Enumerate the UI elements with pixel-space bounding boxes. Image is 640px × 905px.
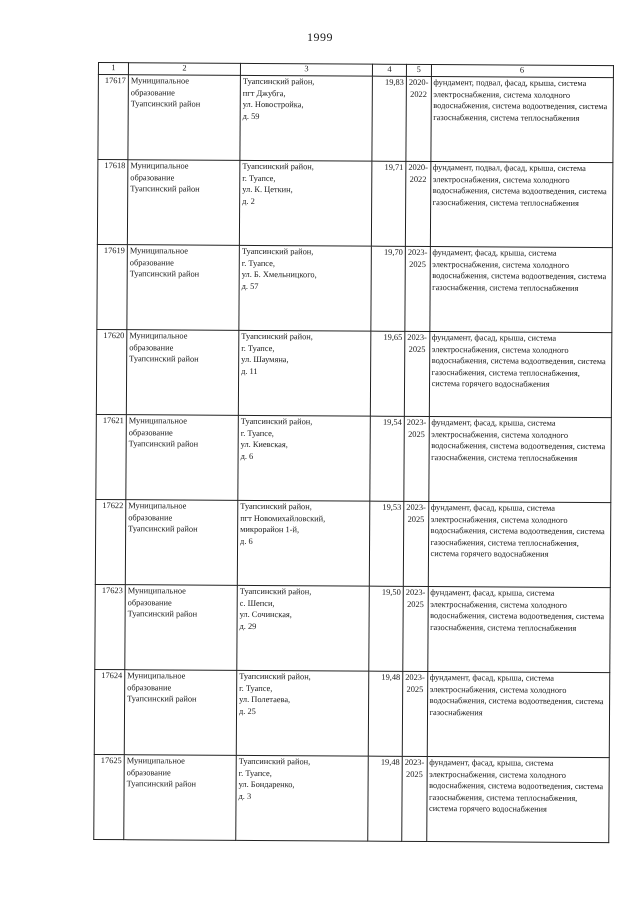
row-number: 17622 (95, 499, 126, 584)
works-cell: фундамент, фасад, крыша, система электроснабжения, система холодного водоснабжения, система водоотведения, система газоснабжения, система теплоснабжения, система горячего водоснабжения (428, 502, 611, 588)
period-start: 2023- (407, 247, 428, 258)
period-cell (404, 331, 429, 416)
address-line: д. 59 (242, 111, 260, 121)
owner-line: Муниципальное (129, 331, 188, 341)
registry-table (93, 62, 613, 843)
address-line: ул. К. Цеткин, (242, 185, 293, 195)
owner-cell (126, 415, 239, 501)
address-line: ул. Полетаева, (239, 695, 291, 705)
period-start: 2023- (407, 332, 427, 343)
address-line: д. 6 (240, 536, 253, 546)
table-row (94, 754, 609, 842)
owner-line: Туапсинский район (129, 354, 199, 364)
works-cell: фундамент, фасад, крыша, система электроснабжения, система холодного водоснабжения, система водоотведения, система газоснабжения, система теплоснабжения (427, 587, 610, 673)
works-cell: фундамент, подвал, фасад, крыша, система электроснабжения, система холодного водоснабжения, система водоотведения, система газоснабжения, система теплоснабжения (430, 77, 613, 163)
address-cell (236, 670, 369, 756)
period-cell (402, 671, 427, 756)
header-col-2: 2 (128, 63, 240, 76)
table-row (95, 499, 610, 587)
address-cell (239, 160, 372, 246)
owner-line: Муниципальное (129, 246, 188, 256)
area-cell: 19,50 (369, 586, 404, 671)
area-cell: 19,65 (370, 331, 405, 416)
owner-line: образование (129, 257, 174, 268)
row-number: 17623 (95, 584, 126, 669)
owner-line: Муниципальное (128, 501, 187, 511)
address-line: г. Туапсе, (241, 258, 275, 268)
address-line: д. 11 (241, 366, 258, 376)
works-cell: фундамент, фасад, крыша, система электроснабжения, система холодного водоснабжения, система водоотведения, система газоснабжения, система теплоснабжения (428, 417, 611, 503)
address-line: д. 3 (238, 791, 252, 801)
address-cell (238, 330, 371, 416)
area-cell: 19,54 (370, 416, 405, 501)
owner-line: образование (130, 87, 175, 98)
address-cell (240, 75, 373, 161)
period-start: 2023- (406, 502, 426, 513)
address-line: д. 2 (242, 196, 255, 206)
owner-line: образование (128, 512, 173, 523)
owner-line: образование (127, 597, 172, 608)
owner-cell (125, 500, 238, 586)
period-end: 2025 (406, 684, 424, 694)
period-cell (404, 416, 429, 501)
owner-line: Туапсинский район (127, 694, 197, 704)
owner-line: Туапсинский район (129, 269, 200, 279)
works-cell: фундамент, фасад, крыша, система электроснабжения, система холодного водоснабжения, система водоотведения, система газоснабжения, система теплоснабжения, система горячего водоснабжения (426, 757, 609, 843)
page-number: 1999 (307, 30, 333, 44)
owner-cell (128, 75, 241, 161)
owner-line: Муниципальное (130, 161, 189, 171)
owner-cell (124, 670, 237, 756)
header-col-1: 1 (98, 63, 128, 75)
table-row (95, 584, 610, 672)
owner-cell (127, 245, 240, 331)
period-cell (403, 501, 428, 586)
owner-line: Муниципальное (127, 671, 186, 681)
owner-cell (124, 755, 237, 841)
owner-cell (127, 160, 240, 246)
period-start: 2023- (405, 672, 425, 683)
address-line: г. Туапсе, (241, 343, 275, 353)
area-cell: 19,83 (372, 76, 407, 161)
address-line: Туапсинский район, (240, 501, 312, 512)
area-cell: 19,71 (371, 161, 406, 246)
owner-cell (125, 585, 238, 671)
period-start: 2020- (408, 162, 428, 173)
period-end: 2025 (407, 514, 425, 524)
address-line: Туапсинский район, (239, 586, 312, 597)
owner-line: Муниципальное (130, 76, 190, 86)
owner-line: Туапсинский район (128, 439, 199, 449)
address-line: г. Туапсе, (242, 173, 276, 183)
period-start: 2023- (404, 757, 425, 768)
address-line: Туапсинский район, (239, 671, 311, 682)
period-cell (402, 756, 427, 841)
row-number: 17620 (96, 329, 127, 414)
header-col-3: 3 (240, 63, 372, 76)
row-number: 17619 (97, 244, 128, 329)
address-cell (239, 245, 372, 331)
address-cell (236, 755, 369, 841)
owner-line: образование (126, 767, 171, 778)
table-row (98, 75, 613, 163)
period-end: 2025 (406, 769, 423, 779)
header-col-6: 6 (431, 65, 613, 78)
address-line: д. 29 (239, 621, 257, 631)
works-cell: фундамент, подвал, фасад, крыша, система электроснабжения, система холодного водоснабжения, система водоотведения, система газоснабжения, система теплоснабжения (430, 162, 613, 248)
period-end: 2022 (410, 89, 427, 99)
address-line: ул. Сочинская, (239, 610, 292, 620)
address-line: Туапсинский район, (241, 331, 313, 342)
owner-line: Туапсинский район (126, 779, 197, 789)
area-cell: 19,53 (369, 501, 404, 586)
address-line: д. 6 (240, 451, 254, 461)
address-line: г. Туапсе, (239, 683, 273, 693)
period-start: 2020- (408, 77, 429, 88)
address-line: д. 25 (239, 706, 256, 716)
owner-line: Туапсинский район (130, 184, 200, 194)
period-cell (406, 76, 431, 161)
works-cell: фундамент, фасад, крыша, система электроснабжения, система холодного водоснабжения, система водоотведения, система газоснабжения (427, 672, 610, 758)
period-start: 2023- (405, 587, 426, 598)
owner-line: образование (128, 427, 173, 438)
address-line: Туапсинский район, (242, 76, 315, 87)
works-cell: фундамент, фасад, крыша, система электроснабжения, система холодного водоснабжения, система водоотведения, система газоснабжения, система теплоснабжения, система горячего водоснабжения (429, 332, 612, 418)
address-line: ул. Шаумяна, (241, 355, 289, 365)
row-number: 17625 (94, 754, 125, 839)
owner-line: образование (130, 172, 175, 183)
area-cell: 19,70 (371, 246, 406, 331)
address-line: пгт Джубга, (242, 88, 286, 98)
period-end: 2025 (408, 429, 425, 439)
period-cell (403, 586, 428, 671)
address-line: ул. Б. Хмельницкого, (241, 270, 317, 280)
owner-line: Муниципальное (127, 586, 186, 596)
address-line: Туапсинский район, (241, 246, 314, 257)
address-line: ул. Бондаренко, (238, 780, 295, 790)
row-number: 17618 (97, 160, 128, 245)
area-cell: 19,48 (368, 756, 403, 841)
period-cell (405, 246, 430, 331)
owner-line: Муниципальное (126, 756, 185, 766)
period-end: 2025 (409, 259, 426, 269)
address-line: Туапсинский район, (242, 161, 314, 172)
table-row (97, 244, 612, 332)
address-cell (238, 415, 371, 501)
owner-cell (126, 330, 239, 416)
owner-line: образование (127, 682, 172, 693)
address-line: г. Туапсе, (240, 428, 274, 438)
table-row (96, 414, 611, 502)
period-cell (405, 161, 430, 246)
row-number: 17621 (96, 414, 127, 499)
address-line: Туапсинский район, (240, 416, 313, 427)
table-row (94, 669, 609, 757)
address-line: д. 57 (241, 281, 259, 291)
period-end: 2022 (409, 174, 427, 184)
address-line: с. Шепси, (239, 598, 275, 608)
owner-line: Туапсинский район (130, 99, 201, 109)
address-line: г. Туапсе, (238, 768, 272, 778)
table-row (97, 160, 612, 248)
table-row (96, 329, 611, 417)
row-number: 17624 (94, 669, 125, 754)
works-cell: фундамент, фасад, крыша, система электроснабжения, система холодного водоснабжения, система водоотведения, система газоснабжения, система теплоснабжения (429, 247, 612, 333)
owner-line: Туапсинский район (127, 609, 198, 619)
address-line: пгт Новомихайловский, (240, 513, 326, 523)
address-line: микрорайон 1-й, (240, 525, 300, 535)
period-start: 2023- (406, 417, 427, 428)
address-cell (237, 500, 370, 586)
period-end: 2025 (408, 344, 426, 354)
area-cell: 19,48 (368, 671, 403, 756)
address-cell (237, 585, 370, 671)
owner-line: Туапсинский район (128, 524, 198, 534)
owner-line: Муниципальное (128, 416, 187, 426)
header-col-5: 5 (406, 64, 431, 76)
header-col-4: 4 (372, 64, 406, 76)
address-line: ул. Новостройка, (242, 100, 304, 110)
address-line: Туапсинский район, (238, 756, 311, 767)
period-end: 2025 (407, 599, 424, 609)
address-line: ул. Киевская, (240, 440, 288, 450)
owner-line: образование (129, 342, 174, 353)
row-number: 17617 (98, 75, 129, 160)
